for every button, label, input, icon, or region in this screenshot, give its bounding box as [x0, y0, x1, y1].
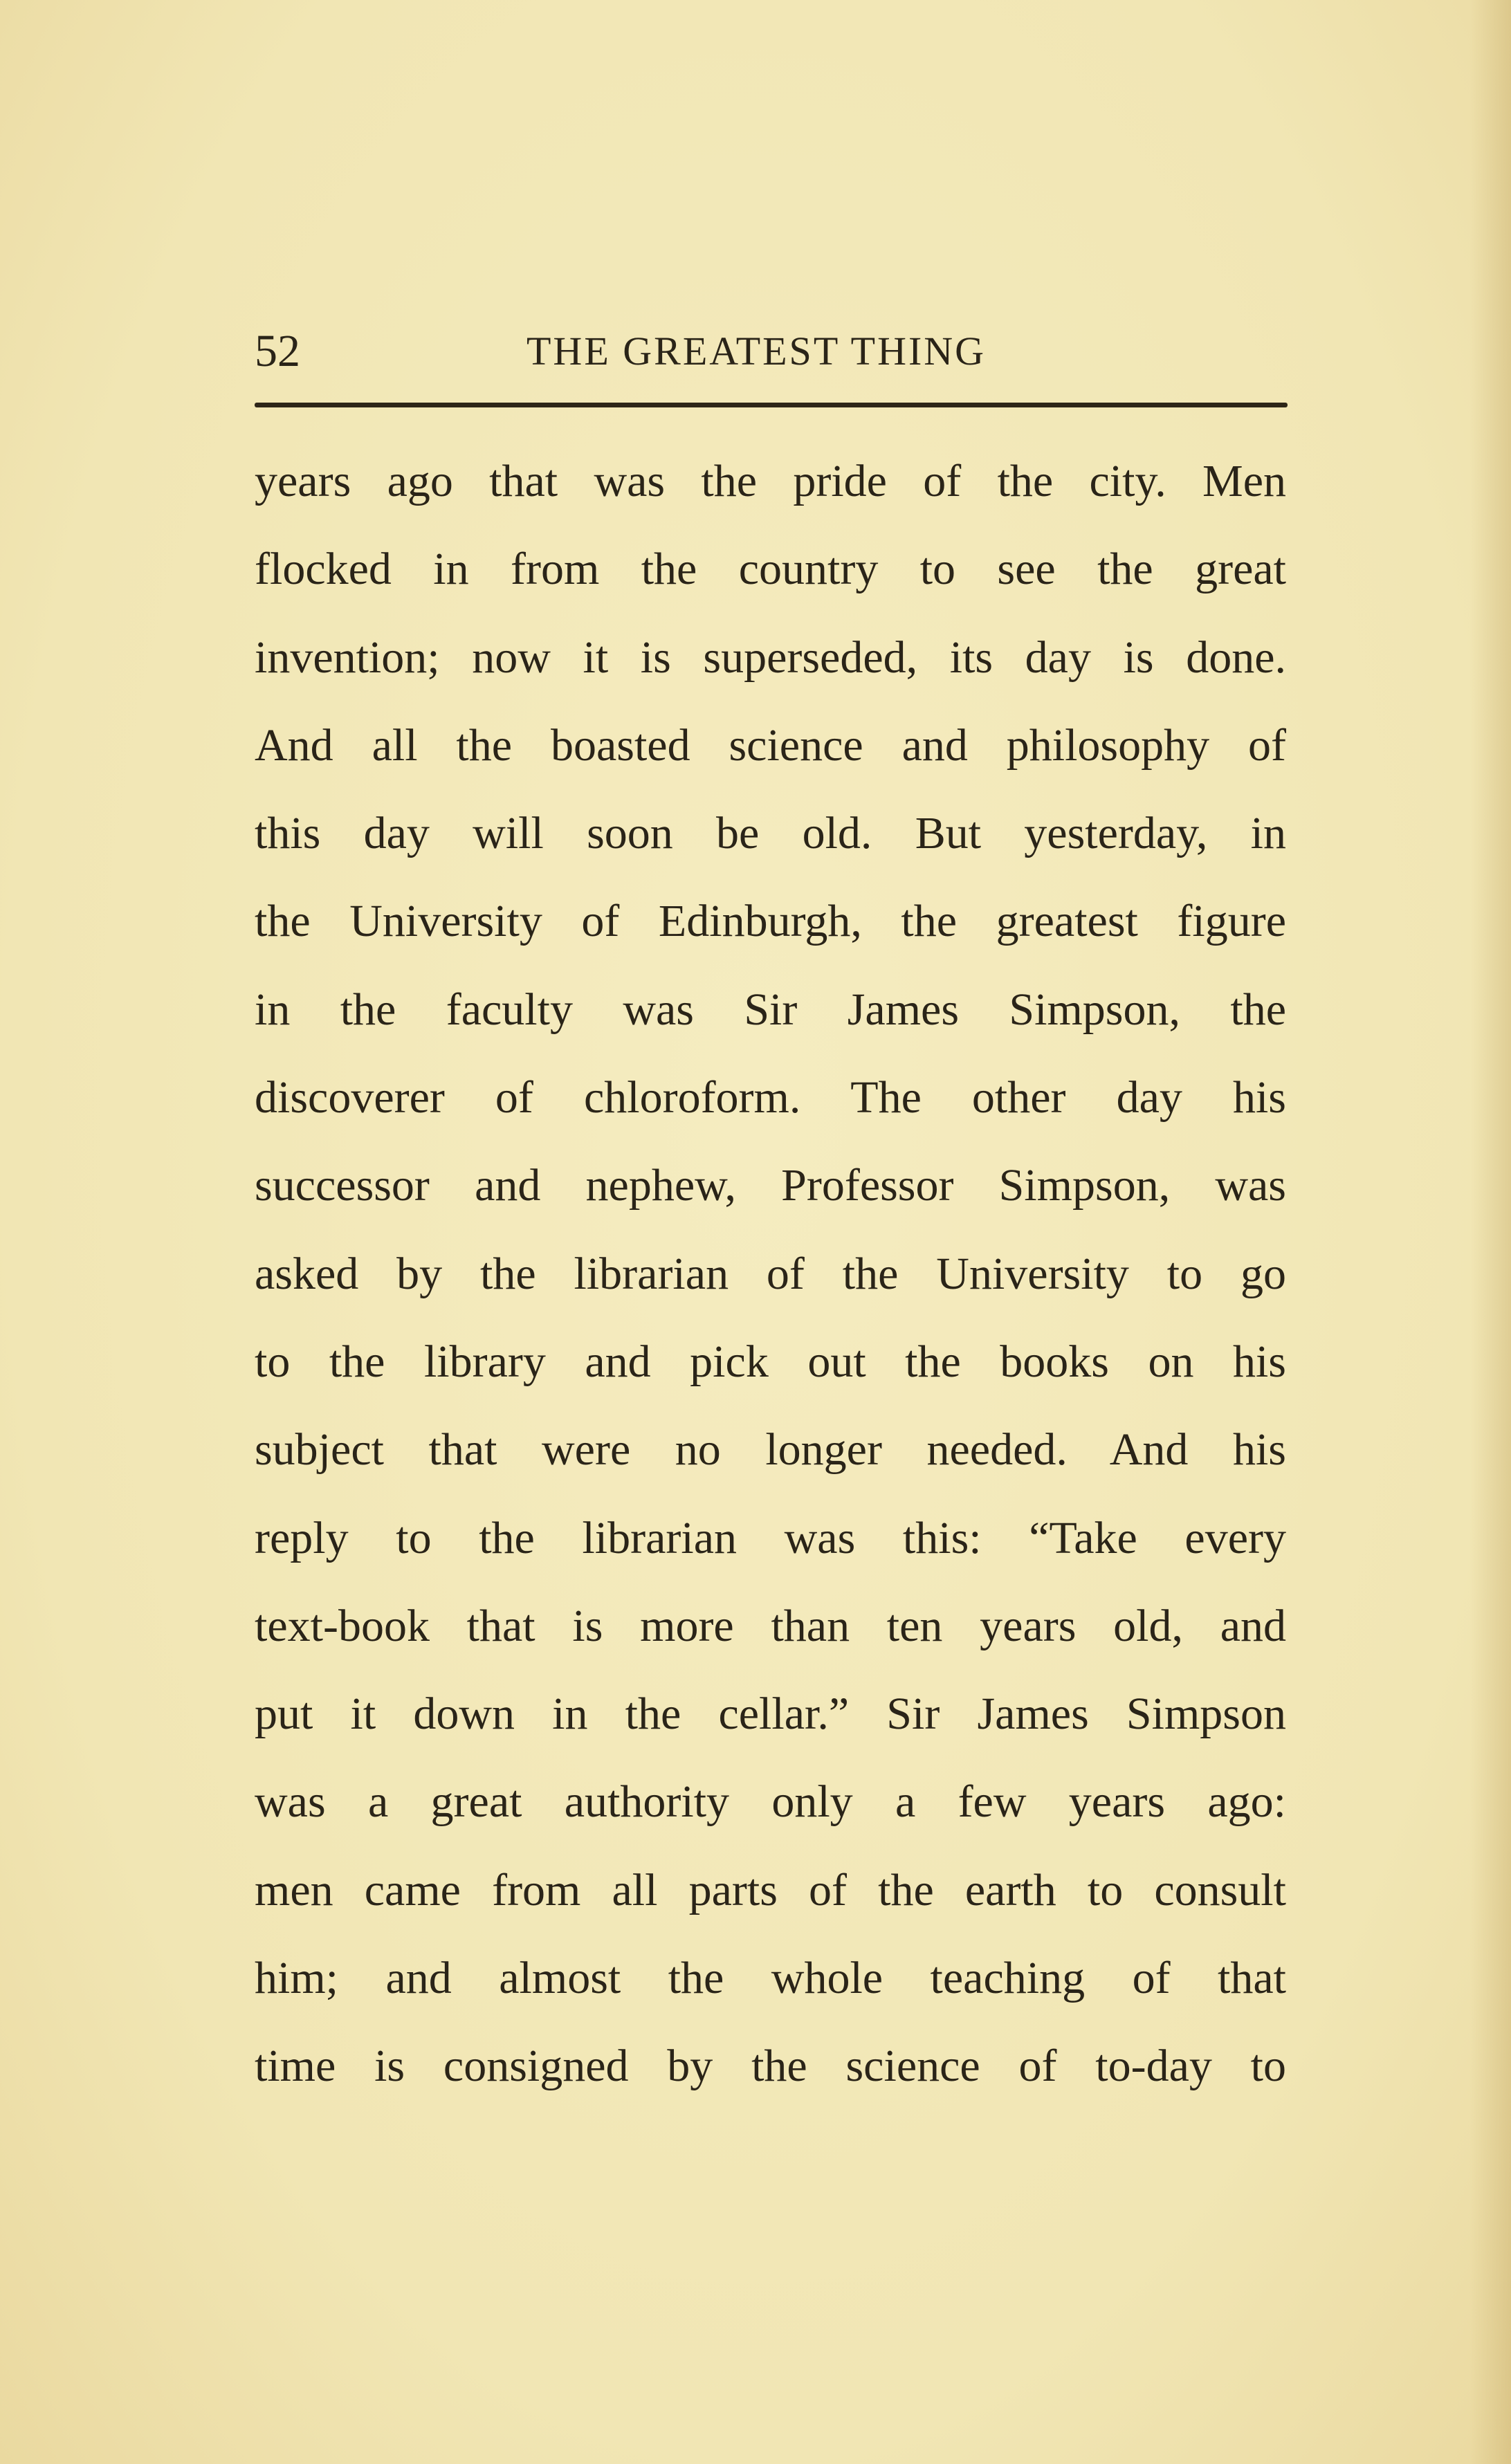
text-line	[255, 614, 1286, 701]
body-text	[255, 437, 1286, 2111]
page-edge-shadow	[1469, 0, 1511, 2464]
text-line	[255, 1230, 1286, 1318]
text-line	[255, 2022, 1286, 2110]
text-line	[255, 701, 1286, 789]
text-line	[255, 1758, 1286, 1846]
text-line-content: the University of Edinburgh, the greatest figure	[255, 896, 1286, 947]
text-line-content: subject that were no longer needed. And his	[255, 1424, 1286, 1475]
text-line	[255, 1141, 1286, 1229]
running-title: THE GREATEST THING	[526, 329, 987, 374]
text-line	[255, 789, 1286, 877]
text-line-content: was a great authority only a few years ago:	[255, 1776, 1286, 1828]
header-rule	[255, 403, 1288, 407]
text-line	[255, 966, 1286, 1054]
text-line	[255, 525, 1286, 613]
text-line-content: put it down in the cellar.” Sir James Simpson	[255, 1689, 1286, 1740]
text-line-content: And all the boasted science and philosophy of	[255, 719, 1286, 771]
text-line-content: text-book that is more than ten years old, and	[255, 1600, 1286, 1651]
text-line-content: years ago that was the pride of the city. Men	[255, 456, 1286, 506]
text-line	[255, 1054, 1286, 1141]
text-line	[255, 1582, 1286, 1670]
text-line	[255, 877, 1286, 965]
text-line-content: reply to the librarian was this: “Take every	[255, 1512, 1286, 1563]
running-header	[255, 325, 1286, 380]
text-line	[255, 1670, 1286, 1758]
text-line-content: invention; now it is superseded, its day is done.	[255, 632, 1286, 683]
text-line	[255, 437, 1286, 525]
page-number: 52	[255, 326, 300, 376]
text-line-content: discoverer of chloroform. The other day his	[255, 1072, 1286, 1123]
text-line-content: him; and almost the whole teaching of that	[255, 1953, 1286, 2004]
text-line-content: this day will soon be old. But yesterday, in	[255, 808, 1286, 859]
text-line	[255, 1846, 1286, 1934]
text-line-content: flocked in from the country to see the great	[255, 544, 1286, 595]
text-line-content: successor and nephew, Professor Simpson, was	[255, 1160, 1286, 1211]
text-line-content: to the library and pick out the books on his	[255, 1336, 1286, 1387]
text-line-content: asked by the librarian of the University to go	[255, 1248, 1286, 1299]
text-line	[255, 1494, 1286, 1582]
text-line-content: time is consigned by the science of to-day to	[255, 2041, 1286, 2092]
text-line	[255, 1406, 1286, 1493]
text-line	[255, 1318, 1286, 1406]
text-line	[255, 1934, 1286, 2022]
text-line-content: men came from all parts of the earth to consult	[255, 1864, 1286, 1915]
text-line-content: in the faculty was Sir James Simpson, the	[255, 984, 1286, 1035]
